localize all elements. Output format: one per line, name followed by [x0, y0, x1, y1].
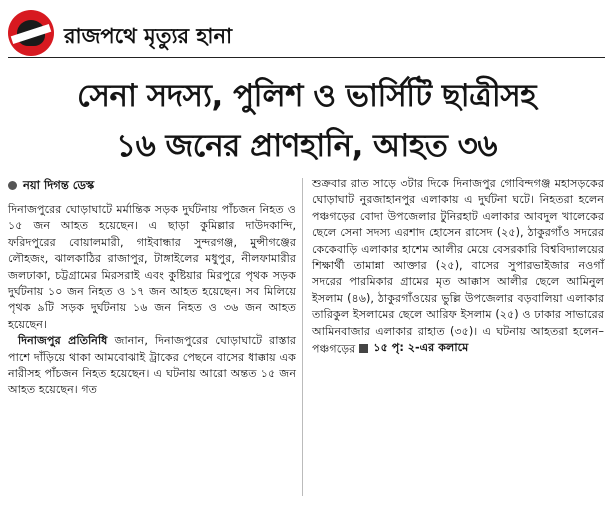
byline-text: নয়া দিগন্ত ডেস্ক	[23, 177, 95, 192]
right-column-text: শুক্রবার রাত সাড়ে ৩টার দিকে দিনাজপুর গোবিন্দগঞ্জ মহাসড়কের ঘোড়াঘাট নুরজাহানপুর এলাকায় এ দুর্ঘটনা ঘটে। নিহতরা হলেন পঞ্চগড়ের বোদা উপজেলার টুনিরহাট এলাকার আবদুল খালেকের ছেলে সেনা সদস্য এরশাদ হোসেন রাসেদ (২৫), ঠাকুরগাঁও সদরের কেকেবাড়ি এলাকার হাশেম আলীর মেয়ে বেসরকারি বিশ্ববিদ্যালয়ের শিক্ষার্থী তামান্না আক্তার (২৫), বাসের সুপারভাইজার নওগাঁ সদরের পারমিকার গ্রামের মৃত আক্কাস আলীর ছেলে আমিনুল ইসলাম (৪৬), ঠাকুরগাঁওয়ের ভুল্লি উপজেলার বড়বালিয়া এলাকার তারিকুল ইসলামের ছেলে আরিফ ইসলাম (২৫) ও ঢাকার সাভারের আমিনবাজার এলাকার রাহাত (৩৫)। এ ঘটনায় আহতরা হলেন– পঞ্চগড়ের	[312, 177, 604, 356]
article-paragraph-2	[8, 333, 296, 399]
column-divider	[302, 178, 303, 496]
newspaper-logo-icon	[8, 10, 54, 56]
continued-text: ১৫ পৃ: ২-এর কলামে	[373, 341, 469, 355]
article-paragraph-3	[312, 176, 604, 358]
square-icon	[359, 344, 368, 353]
left-column	[8, 176, 296, 399]
paragraph-2-text: জানান, দিনাজপুরের ঘোড়াঘাটে রাস্তার পাশে দাঁড়িয়ে থাকা আমবোঝাই ট্রাকের পেছনে বাসের ধাক্কায় এক নারীসহ পাঁচজন নিহত হয়েছেন। এ ঘটনায় আরো অন্তত ১৫ জন আহত হয়েছেন। গত	[8, 334, 296, 397]
correspondent-lead: দিনাজপুর প্রতিনিধি	[18, 334, 108, 348]
bullet-icon	[8, 181, 17, 190]
article-paragraph-1: দিনাজপুরের ঘোড়াঘাটে মর্মান্তিক সড়ক দুর্ঘটনায় পাঁচজন নিহত ও ১৫ জন আহত হয়েছেন। এ ছাড়া কুমিল্লার দাউদকান্দি, ফরিদপুরের বোয়ালমারী, গাইবান্ধার সুন্দরগঞ্জ, মুন্সীগঞ্জের লৌহজং, ঝালকাঠির রাজাপুর, টাঙ্গাইলের মধুপুর, নীলফামারীর জলঢাকা, চট্টগ্রামের মিরসরাই এবং কুষ্টিয়ার মিরপুরে পৃথক সড়ক দুর্ঘটনায় ১০ জন নিহত ও ১৭ জন আহত হয়েছেন। সব মিলিয়ে পৃথক ৯টি সড়ক দুর্ঘটনায় ১৬ জন নিহত ও ৩৬ জন আহত হয়েছেন।	[8, 203, 296, 331]
headline-line-2: ১৬ জনের প্রাণহানি, আহত ৩৬	[115, 128, 497, 164]
byline	[8, 176, 296, 194]
right-column	[312, 176, 604, 358]
section-title: রাজপথে মৃত্যুর হানা	[64, 24, 233, 48]
continued-marker	[359, 340, 468, 356]
section-header	[8, 8, 605, 58]
headline-line-1: সেনা সদস্য, পুলিশ ও ভার্সিটি ছাত্রীসহ	[76, 78, 537, 114]
